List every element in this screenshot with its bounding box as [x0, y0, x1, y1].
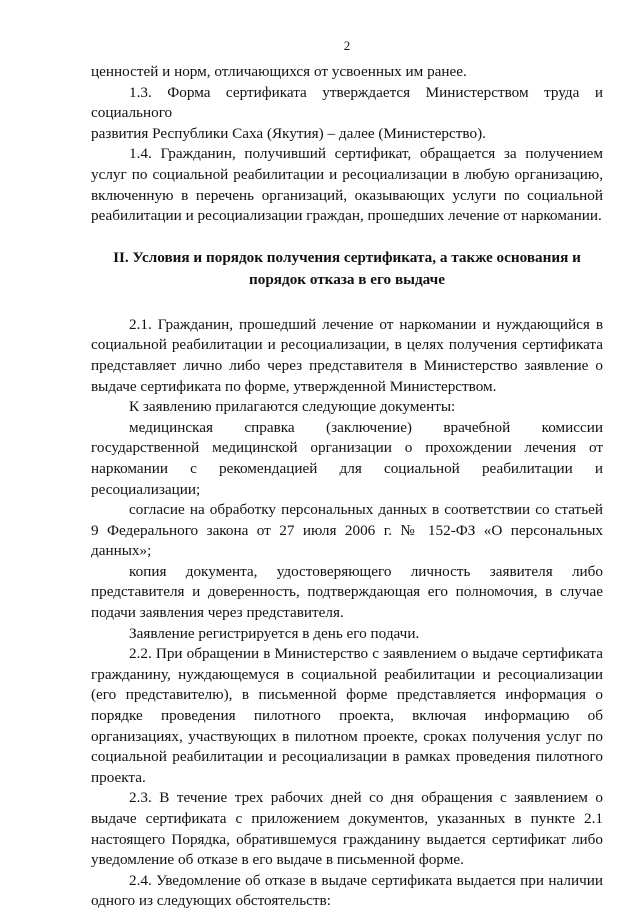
paragraph-1-3-continued: развития Республики Саха (Якутия) – далее (Министерство). — [91, 124, 486, 142]
paragraph-2-1: 2.1. Гражданин, прошедший лечение от наркомании и нуждающийся в социальной реабилитации и ресоциализации, в целях получения сертификата представляет лично либо через представителя в Министерство заявление о выдаче сертификата по форме, утвержденной Министерством. — [91, 315, 603, 395]
paragraph-continuation: ценностей и норм, отличающихся от усвоенных им ранее. — [91, 63, 467, 80]
page-number: 2 — [343, 38, 351, 53]
paragraph-identity-copy: копия документа, удостоверяющего личность заявителя либо представителя и доверенность, подтверждающая его полномочия, в случае подачи заявления через представителя. — [91, 562, 603, 622]
paragraph-2-4: 2.4. Уведомление об отказе в выдаче сертификата выдается при наличии одного из следующих обстоятельств: — [91, 871, 603, 910]
section-heading: II. Условия и порядок получения сертификата, а также основания и порядок отказа в его выдаче — [113, 248, 581, 288]
paragraph-1-3: 1.3. Форма сертификата утверждается Министерством труда и социального — [91, 83, 603, 122]
document-page — [91, 38, 603, 912]
paragraph-documents-intro: К заявлению прилагаются следующие документы: — [129, 398, 456, 416]
paragraph-medical-certificate: медицинская справка (заключение) врачебной комиссии государственной медицинской организации о прохождении лечения от наркомании с рекомендацией для социальной реабилитации и ресоциализации; — [91, 418, 603, 498]
paragraph-2-3: 2.3. В течение трех рабочих дней со дня обращения с заявлением о выдаче сертификата с приложением документов, указанных в пункте 2.1 настоящего Порядка, обратившемуся гражданину выдается сертификат либо уведомление об отказе в его выдаче в письменной форме. — [91, 789, 603, 869]
paragraph-2-2: 2.2. При обращении в Министерство с заявлением о выдаче сертификата гражданину, нуждающемуся в социальной реабилитации и ресоциализации (его представителю), в письменной форме представляется информация о порядке проведения пилотного проекта, включая информацию об организациях, участвующих в пилотном проекте, сроках получения услуг по социальной реабилитации и ресоциализации в рамках проведения пилотного проекта. — [91, 645, 603, 786]
paragraph-1-4: 1.4. Гражданин, получивший сертификат, обращается за получением услуг по социальной реабилитации и ресоциализации в любую организацию, включенную в перечень организаций, оказывающих услуги по социальной реабилитации и ресоциализации граждан, прошедших лечение от наркомании. — [91, 145, 603, 225]
paragraph-personal-data-consent: согласие на обработку персональных данных в соответствии со статьей 9 Федерального закона от 27 июля 2006 г. № 152-ФЗ «О персональных данных»; — [91, 501, 603, 560]
paragraph-registration: Заявление регистрируется в день его подачи. — [129, 624, 420, 642]
